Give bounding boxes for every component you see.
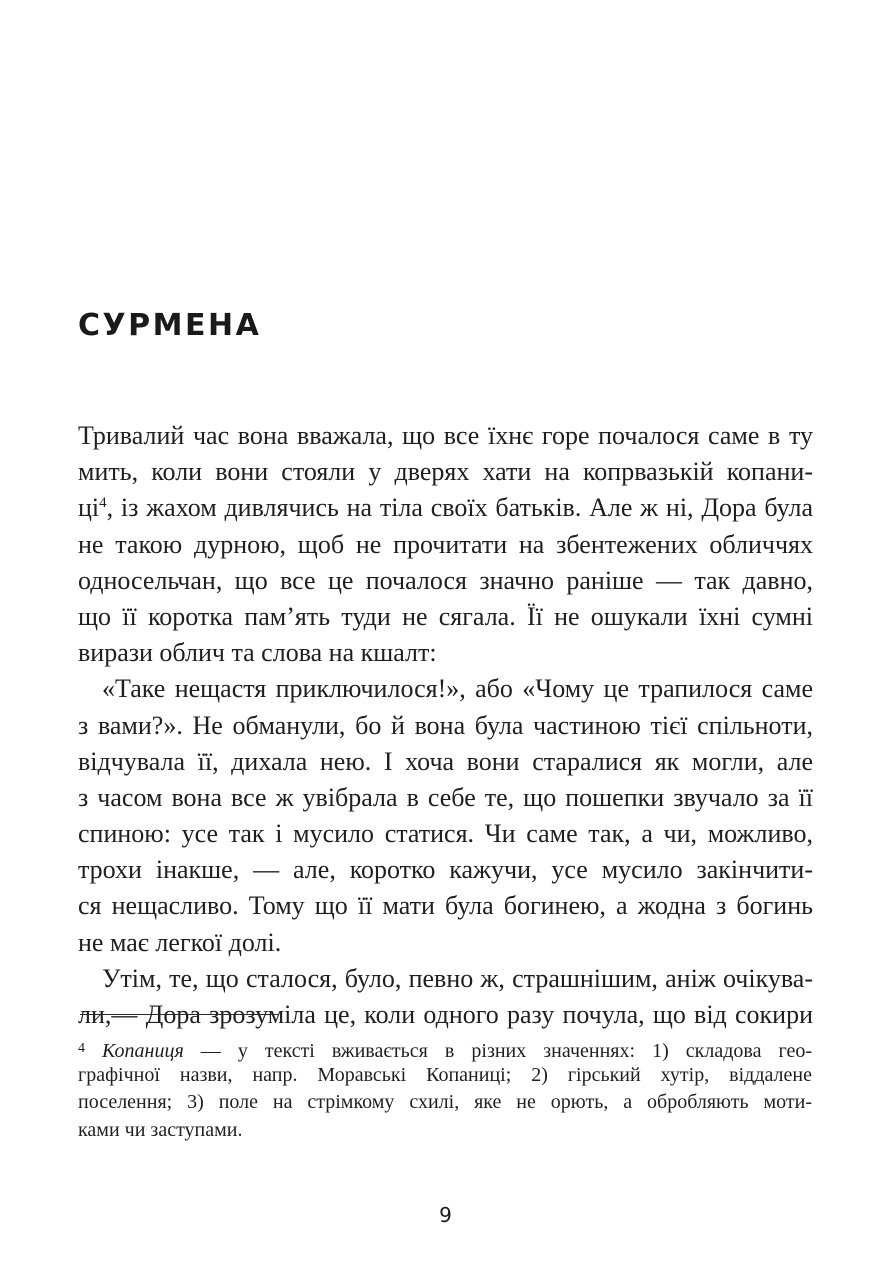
footnote-reference: 4: [99, 495, 107, 512]
text-line: з вами?». Не обманули, бо й вона була частиною тієї спільноти,: [78, 710, 813, 740]
text-line: мить, коли вони стояли у дверях хати на копрвазькій копани-: [78, 457, 813, 487]
text-line: що її коротка пам’ять туди не сягала. Її не ошукали їхні сумні: [78, 601, 813, 631]
footnote: [78, 1035, 812, 1144]
footnote-line: [78, 1035, 812, 1062]
text-line: ся нещасливо. Тому що її мати була богинею, а жодна з богинь: [78, 891, 813, 921]
footnote-line: графічної назви, напр. Моравські Копаниці; 2) гірський хутір, віддалене: [78, 1064, 812, 1087]
footnote-divider: [80, 1014, 278, 1015]
text-line: з часом вона все ж увібрала в себе те, що пошепки звучало за її: [78, 782, 813, 812]
text-line: вирази облич та слова на кшалт:: [78, 638, 437, 668]
text-line: трохи інакше, — але, коротко кажучи, усе мусило закінчити-: [78, 855, 813, 885]
footnote-text: — у тексті вживається в різних значеннях: 1) складова гео-: [183, 1040, 812, 1062]
chapter-title: СУРМЕНА: [78, 308, 262, 343]
text-line: односельчан, що все це почалося значно раніше — так давно,: [78, 565, 813, 595]
text-line: спиною: усе так і мусило статися. Чи саме так, а чи, можливо,: [78, 819, 813, 849]
footnote-term: Копаниця: [102, 1040, 184, 1062]
paragraph: [78, 671, 813, 961]
text-line: Утім, те, що сталося, було, певно ж, страшнішим, аніж очікува-: [102, 963, 813, 993]
text-fragment: , із жахом дивлячись на тіла своїх батьків. Але ж ні, Дора була: [106, 493, 813, 523]
page-number: 9: [439, 1203, 452, 1227]
text-line: [78, 490, 813, 526]
text-line: ли,— Дора зрозуміла це, коли одного разу почула, що від сокири: [78, 1000, 813, 1029]
paragraph: [78, 961, 813, 1033]
footnote-line: поселення; 3) поле на стрімкому схилі, яке не орють, а обробляють моти-: [78, 1091, 812, 1114]
text-line: не такою дурною, щоб не прочитати на збентежених обличчях: [78, 529, 813, 559]
text-line: «Таке нещастя приключилося!», або «Чому це трапилося саме: [102, 674, 813, 704]
paragraph: [78, 418, 813, 671]
text-line: відчувала її, дихала нею. І хоча вони старалися як могли, але: [78, 746, 813, 776]
footnote-number: 4: [78, 1041, 85, 1056]
main-text: [78, 418, 813, 1033]
text-fragment: ці: [78, 493, 100, 523]
text-line: не має легкої долі.: [78, 927, 282, 957]
footnote-line: ками чи заступами.: [78, 1118, 243, 1141]
text-line: Тривалий час вона вважала, що все їхнє горе почалося саме в ту: [78, 421, 813, 450]
